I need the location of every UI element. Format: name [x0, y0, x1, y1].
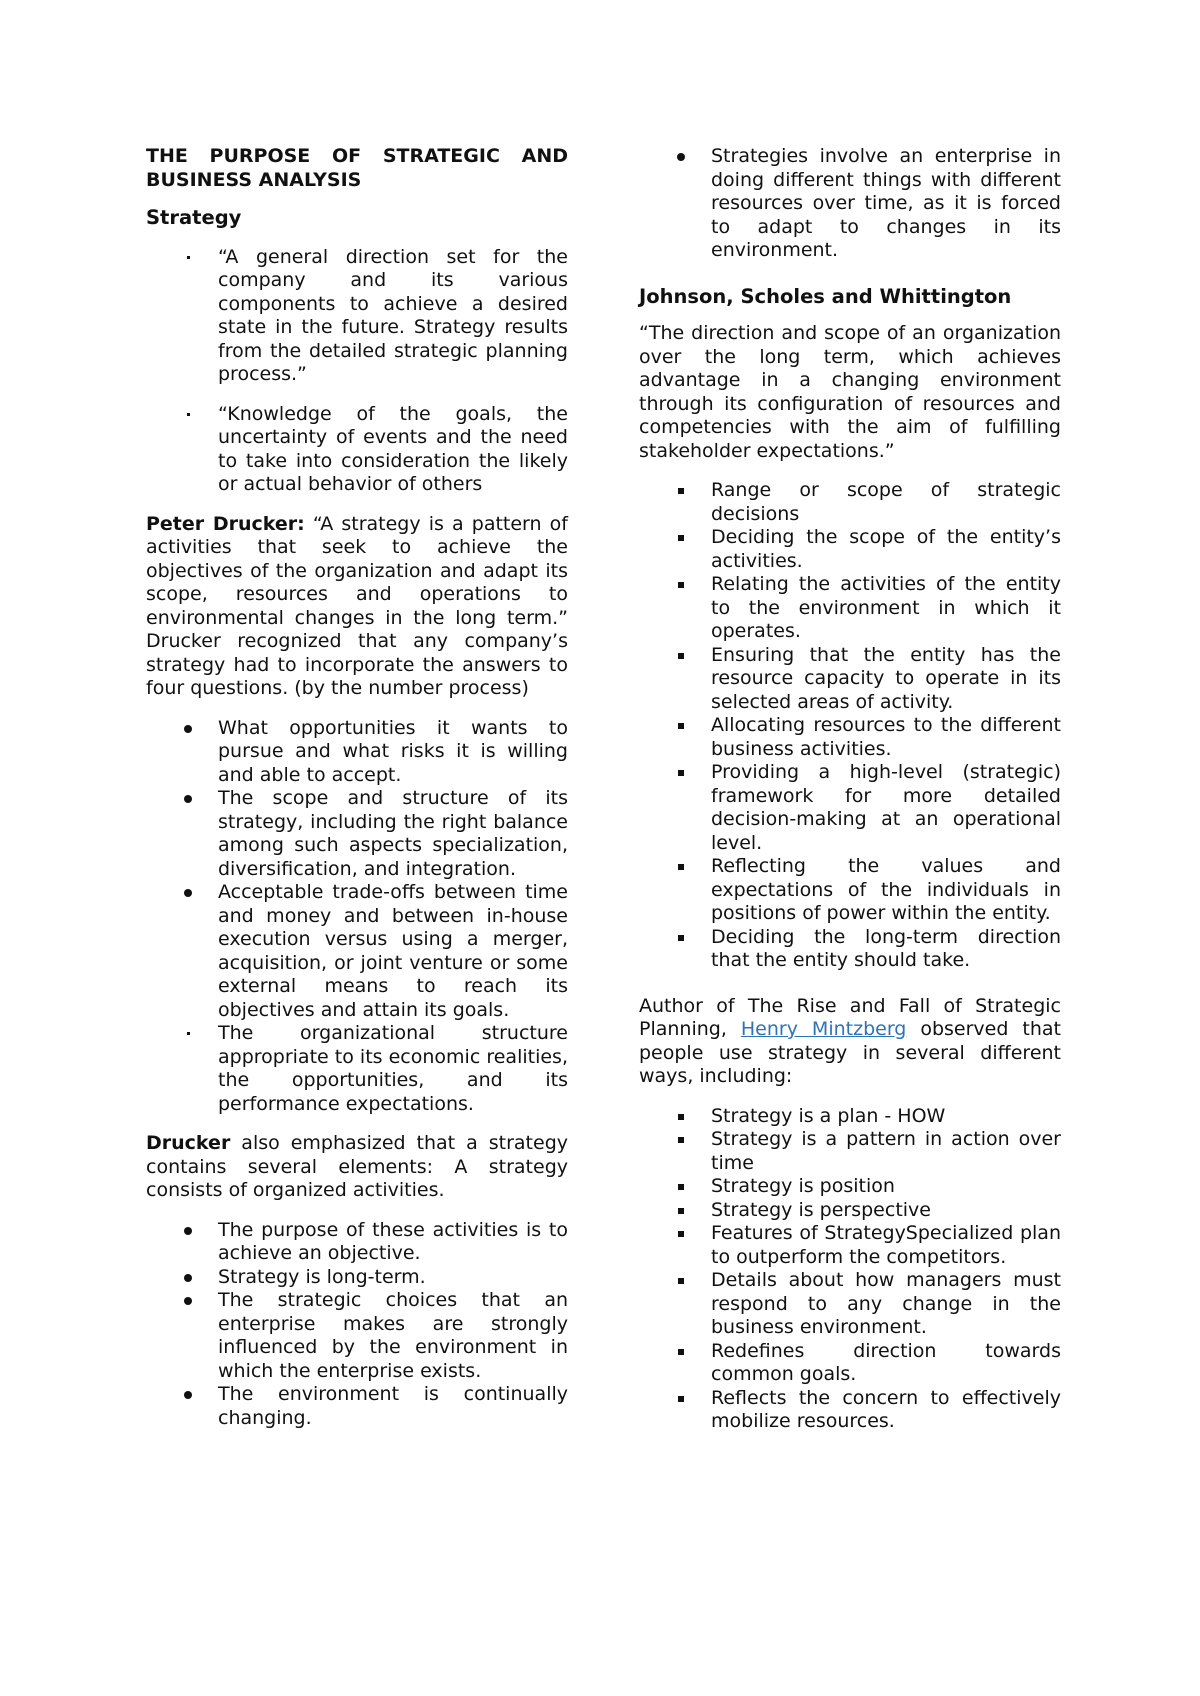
- jsw-list: [639, 479, 1061, 973]
- list-item: “A general direction set for the company and its various components to achieve a desired state in the future. Strategy results from the detailed strategic planning process.”: [218, 245, 568, 385]
- list-item: Strategy is position: [711, 1175, 895, 1197]
- drucker-paragraph: Peter Drucker: “A strategy is a pattern of activities that seek to achieve the objectives of the organization and adapt its scope, resources and operations to environmental changes in the long term.” Drucker recognized that any company’s strategy had to incorporate the answers to four questions. (by the number process): [146, 512, 568, 699]
- list-item: Providing a high-level (strategic) framework for more detailed decision-making at an operational level.: [711, 761, 1061, 854]
- henry-mintzberg-link[interactable]: Henry Mintzberg: [740, 1018, 907, 1040]
- list-item: The organizational structure appropriate to its economic realities, the opportunities, and its performance expectations.: [218, 1022, 568, 1115]
- list-item: The scope and structure of its strategy, including the right balance among such aspects specialization, diversification, and integration.: [218, 787, 568, 880]
- list-item: Deciding the long-term direction that the entity should take.: [711, 925, 1061, 971]
- list-item: “Knowledge of the goals, the uncertainty of events and the need to take into consideration the likely or actual behavior of others: [218, 402, 568, 495]
- document-title: THE PURPOSE OF STRATEGIC AND BUSINESS ANALYSIS: [146, 145, 568, 191]
- list-item: Details about how managers must respond to any change in the business environment.: [711, 1269, 1061, 1338]
- list-item: The environment is continually changing.: [218, 1383, 568, 1429]
- list-item: Deciding the scope of the entity’s activities.: [711, 526, 1061, 572]
- right-column: [639, 145, 1061, 1434]
- list-item: Allocating resources to the different business activities.: [711, 714, 1061, 760]
- drucker-questions-list: [146, 717, 568, 1117]
- drucker-also-name: Drucker: [146, 1132, 231, 1154]
- mintzberg-paragraph: Author of The Rise and Fall of Strategic Planning, Henry Mintzberg observed that people use strategy in several different ways, including:: [639, 994, 1061, 1087]
- list-item: Redefines direction towards common goals.: [711, 1339, 1061, 1385]
- list-item: Strategy is a pattern in action over time: [711, 1128, 1061, 1174]
- drucker-elements-list: [146, 1219, 568, 1431]
- list-item: Range or scope of strategic decisions: [711, 479, 1061, 525]
- list-item: Strategy is perspective: [711, 1198, 931, 1221]
- list-item: Relating the activities of the entity to the environment in which it operates.: [711, 573, 1061, 642]
- mintzberg-list: [639, 1105, 1061, 1434]
- list-item: Strategy is a plan - HOW: [711, 1104, 946, 1127]
- jsw-heading: Johnson, Scholes and Whittington: [639, 284, 1012, 308]
- list-item: Strategy is long-term.: [218, 1265, 426, 1288]
- strategies-involve-list: [639, 145, 1061, 263]
- drucker-elements-paragraph: Drucker also emphasized that a strategy contains several elements: A strategy consists of organized activities.: [146, 1132, 568, 1201]
- list-item: The strategic choices that an enterprise makes are strongly influenced by the environment in which the enterprise exists.: [218, 1289, 568, 1382]
- list-item: Acceptable trade-offs between time and money and between in-house execution versus using a merger, acquisition, or joint venture or some external means to reach its objectives and attain its goals.: [218, 881, 568, 1021]
- list-item: The purpose of these activities is to achieve an objective.: [218, 1218, 568, 1264]
- list-item: What opportunities it wants to pursue and what risks it is willing and able to accept.: [218, 716, 568, 786]
- strategy-definition-list: [146, 246, 568, 497]
- left-column: [146, 145, 568, 1430]
- list-item: Reflects the concern to effectively mobilize resources.: [711, 1386, 1061, 1432]
- list-item: Reflecting the values and expectations of the individuals in positions of power within the entity.: [711, 855, 1061, 924]
- strategy-heading: Strategy: [146, 206, 242, 229]
- list-item: Features of StrategySpecialized plan to outperform the competitors.: [711, 1222, 1061, 1268]
- drucker-name: Peter Drucker:: [146, 512, 305, 535]
- jsw-quote: “The direction and scope of an organization over the long term, which achieves advantage in a changing environment through its configuration of resources and competencies with the aim of fulfilling stakeholder expectations.”: [639, 322, 1061, 462]
- list-item: Ensuring that the entity has the resource capacity to operate in its selected areas of activity.: [711, 643, 1061, 713]
- list-item: Strategies involve an enterprise in doing different things with different resources over time, as it is forced to adapt to changes in its environment.: [711, 145, 1061, 261]
